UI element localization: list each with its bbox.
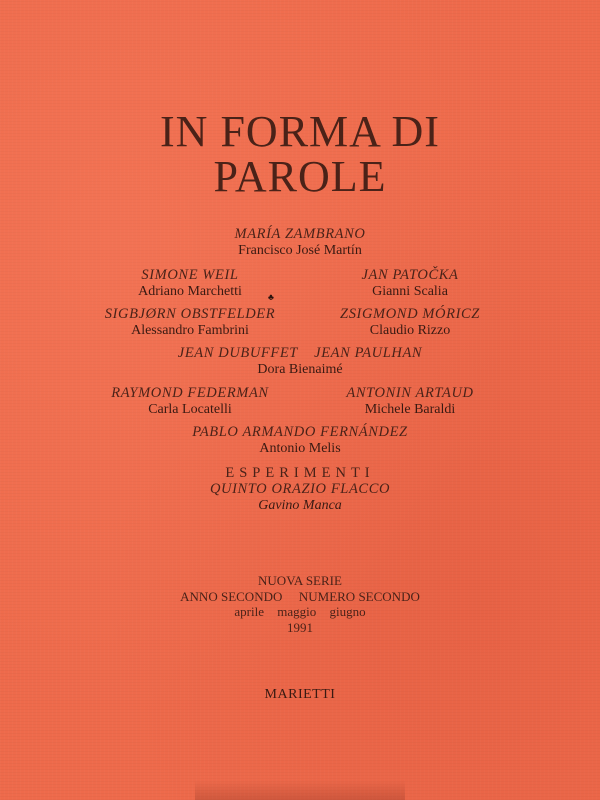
contents-entry-federman: [90, 386, 290, 418]
publisher-name: MARIETTI: [264, 687, 336, 702]
issue-number: NUMERO SECONDO: [298, 588, 420, 604]
author-name: ANTONIN ARTAUD: [346, 385, 474, 401]
issue-date: 1991: [287, 619, 313, 635]
author-name: QUINTO ORAZIO FLACCO: [209, 480, 391, 497]
contents-entry-fernandez: [150, 425, 450, 457]
translator-name: Gavino Manca: [258, 497, 342, 513]
translator-name: Dora Bienaimé: [257, 361, 343, 377]
contents-entry-weil: [100, 268, 280, 300]
contents-entry-obstfelder: [90, 307, 290, 339]
cover-edge-shadow: [195, 780, 405, 800]
contents-entry-dubuffet-paulhan: [150, 346, 450, 378]
author-name: JAN PATOČKA: [361, 267, 459, 283]
translator-name: Antonio Melis: [259, 440, 341, 456]
contents-section-esperimenti: [150, 466, 450, 514]
contents-entry-zambrano: [200, 227, 400, 259]
author-name: JEAN DUBUFFET: [177, 345, 298, 361]
author-name: RAYMOND FEDERMAN: [111, 385, 269, 401]
translator-name: Alessandro Fambrini: [131, 322, 249, 338]
author-name: PABLO ARMANDO FERNÁNDEZ: [192, 424, 408, 440]
author-name: SIGBJØRN OBSTFELDER: [104, 306, 276, 322]
issue-months: aprile maggio giugno: [234, 604, 366, 620]
issue-series: NUOVA SERIE: [258, 573, 342, 588]
issue-info: [140, 573, 460, 635]
cover-title-line-2: PAROLE: [213, 152, 387, 201]
translator-name: Michele Baraldi: [364, 401, 456, 417]
issue-year: ANNO SECONDO: [180, 588, 283, 604]
section-heading: ESPERIMENTI: [225, 465, 375, 481]
author-name: SIMONE WEIL: [141, 267, 239, 283]
contents-entry-moricz: [320, 307, 500, 339]
translator-name: Gianni Scalia: [372, 283, 448, 299]
translator-name: Carla Locatelli: [148, 401, 232, 417]
author-name: ZSIGMOND MÓRICZ: [340, 306, 480, 322]
contents-entry-patocka: [320, 268, 500, 300]
ink-mark-icon: ♣: [268, 292, 274, 302]
contents-entry-artaud: [320, 386, 500, 418]
cover-title-line-1: IN FORMA DI: [160, 107, 440, 156]
translator-name: Adriano Marchetti: [138, 283, 242, 299]
translator-name: Francisco José Martín: [238, 242, 362, 258]
author-name: JEAN PAULHAN: [314, 345, 423, 361]
translator-name: Claudio Rizzo: [369, 322, 451, 338]
author-name: MARÍA ZAMBRANO: [234, 226, 366, 242]
